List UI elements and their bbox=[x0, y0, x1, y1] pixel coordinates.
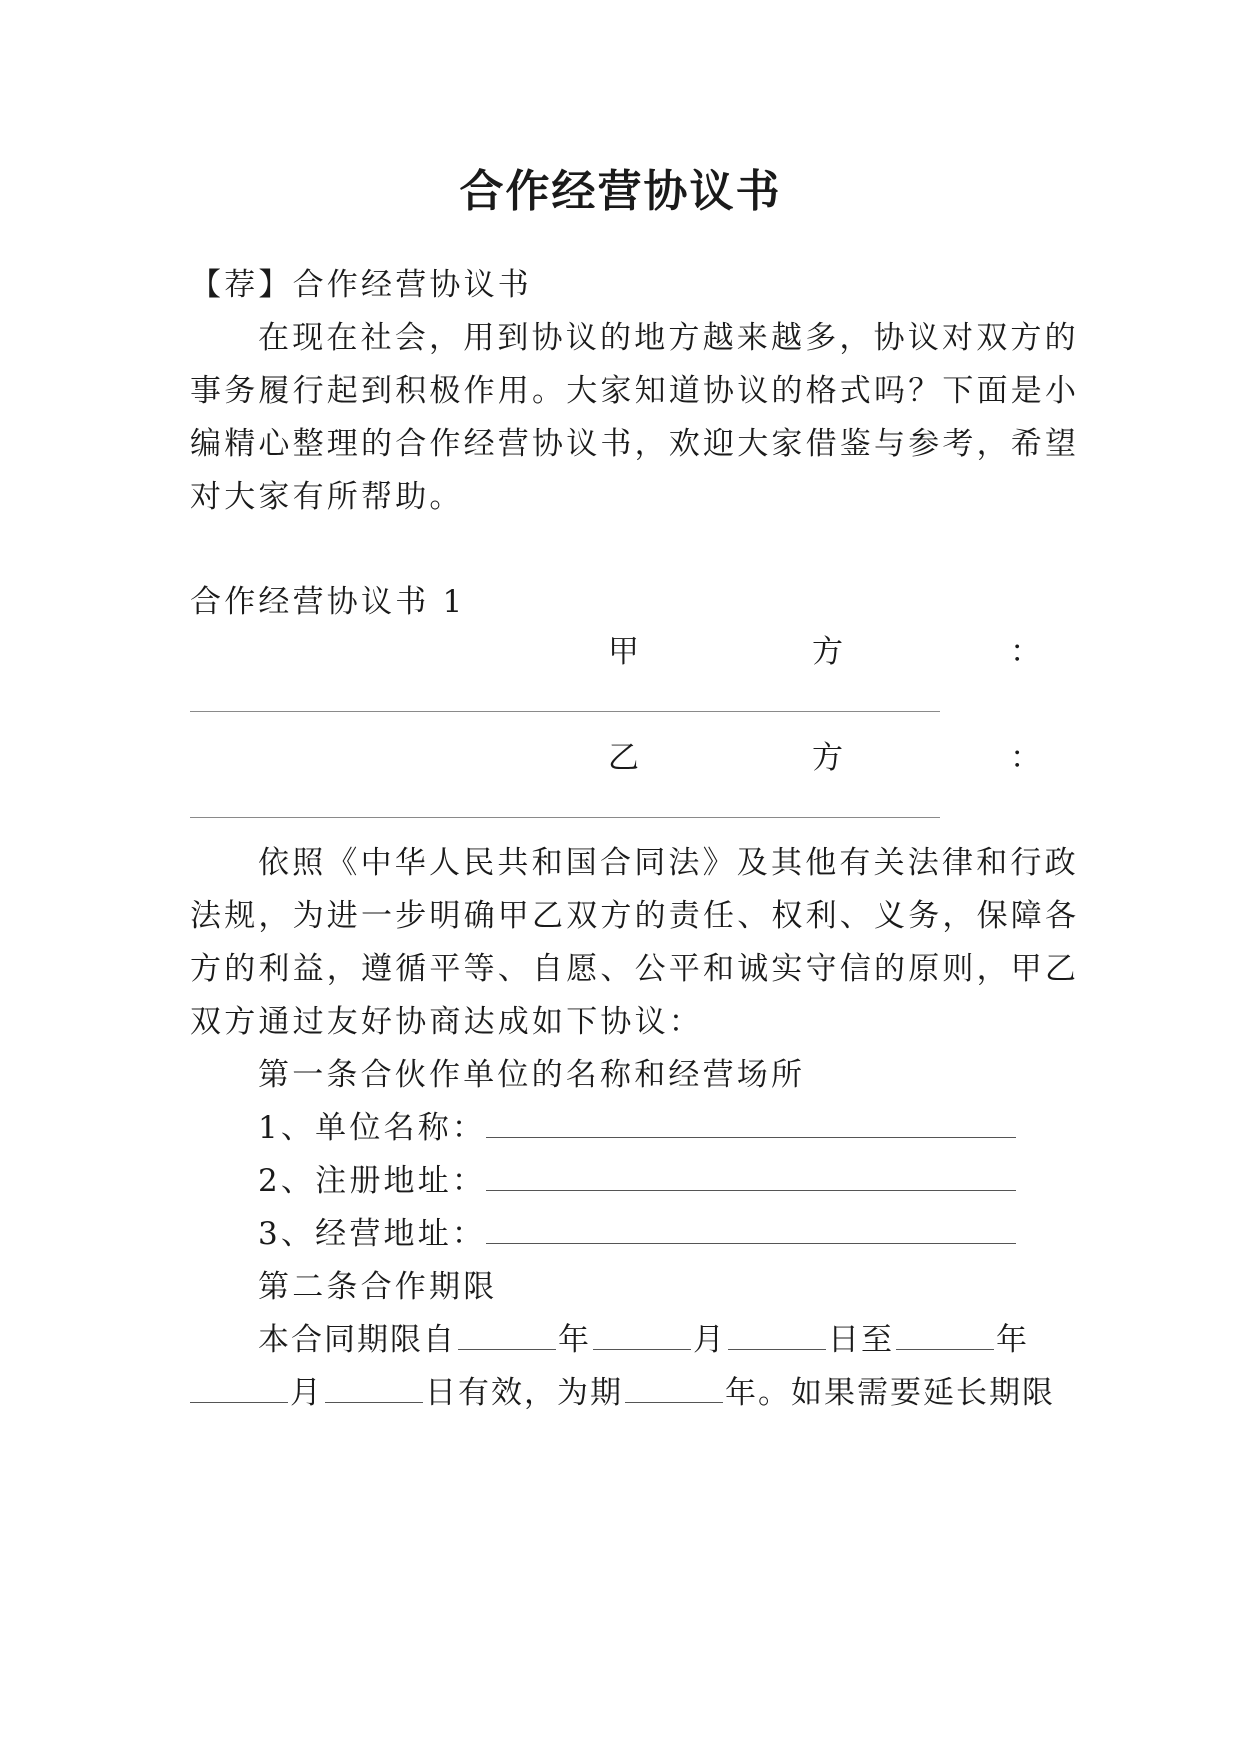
article1-field-business-address bbox=[258, 1214, 1050, 1254]
registered-address-blank bbox=[486, 1162, 1016, 1191]
article1-field-unit-name bbox=[258, 1108, 1050, 1148]
intro-line-2: 事务履行起到积极作用。大家知道协议的格式吗？下面是小 bbox=[190, 373, 1080, 409]
term-text-year: 年 bbox=[558, 1322, 591, 1358]
party-b-char2: 方 bbox=[812, 740, 843, 776]
document-title: 合作经营协议书 bbox=[459, 166, 782, 217]
unit-name-blank bbox=[486, 1109, 1016, 1138]
term-text-start: 本合同期限自 bbox=[258, 1322, 456, 1358]
preamble-line-3: 方的利益，遵循平等、自愿、公平和诚实守信的原则，甲乙 bbox=[190, 951, 1080, 987]
field-label: 1、单位名称： bbox=[258, 1110, 487, 1146]
party-b-char1: 乙 bbox=[608, 740, 639, 776]
term-text-end-year: 年 bbox=[996, 1322, 1029, 1358]
article2-term-line-1 bbox=[258, 1320, 1050, 1360]
party-b-colon: ： bbox=[1010, 740, 1041, 776]
article2-term-line-2 bbox=[190, 1373, 1055, 1413]
term-text-extension: 年。如果需要延长期限 bbox=[725, 1375, 1055, 1411]
end-day-blank bbox=[325, 1374, 423, 1403]
field-label: 2、注册地址： bbox=[258, 1163, 487, 1199]
party-a-colon: ： bbox=[1010, 634, 1041, 670]
party-a-char2: 方 bbox=[812, 634, 843, 670]
field-label: 3、经营地址： bbox=[258, 1216, 487, 1252]
intro-heading: 【荐】合作经营协议书 bbox=[190, 267, 532, 303]
preamble-line-4: 双方通过友好协商达成如下协议： bbox=[190, 1004, 703, 1040]
intro-line-1: 在现在社会，用到协议的地方越来越多，协议对双方的 bbox=[258, 320, 1079, 356]
start-day-blank bbox=[728, 1321, 826, 1350]
end-year-blank bbox=[896, 1321, 994, 1350]
term-text-end-month: 月 bbox=[290, 1375, 323, 1411]
term-text-day-to: 日至 bbox=[828, 1322, 894, 1358]
intro-line-4: 对大家有所帮助。 bbox=[190, 479, 464, 515]
preamble-line-1: 依照《中华人民共和国合同法》及其他有关法律和行政 bbox=[258, 845, 1079, 881]
party-a-char1: 甲 bbox=[608, 634, 639, 670]
article2-heading: 第二条合作期限 bbox=[258, 1269, 498, 1305]
term-text-effective: 日有效，为期 bbox=[425, 1375, 623, 1411]
article1-heading: 第一条合伙作单位的名称和经营场所 bbox=[258, 1057, 806, 1093]
preamble-line-2: 法规，为进一步明确甲乙双方的责任、权利、义务，保障各 bbox=[190, 898, 1080, 934]
party-b-fill-line bbox=[190, 817, 940, 818]
business-address-blank bbox=[486, 1215, 1016, 1244]
article1-field-registered-address bbox=[258, 1161, 1050, 1201]
duration-years-blank bbox=[625, 1374, 723, 1403]
term-text-month: 月 bbox=[693, 1322, 726, 1358]
intro-line-3: 编精心整理的合作经营协议书，欢迎大家借鉴与参考，希望 bbox=[190, 426, 1080, 462]
end-month-blank bbox=[190, 1374, 288, 1403]
party-a-fill-line bbox=[190, 711, 940, 712]
section-heading: 合作经营协议书 1 bbox=[190, 584, 466, 620]
start-year-blank bbox=[458, 1321, 556, 1350]
start-month-blank bbox=[593, 1321, 691, 1350]
